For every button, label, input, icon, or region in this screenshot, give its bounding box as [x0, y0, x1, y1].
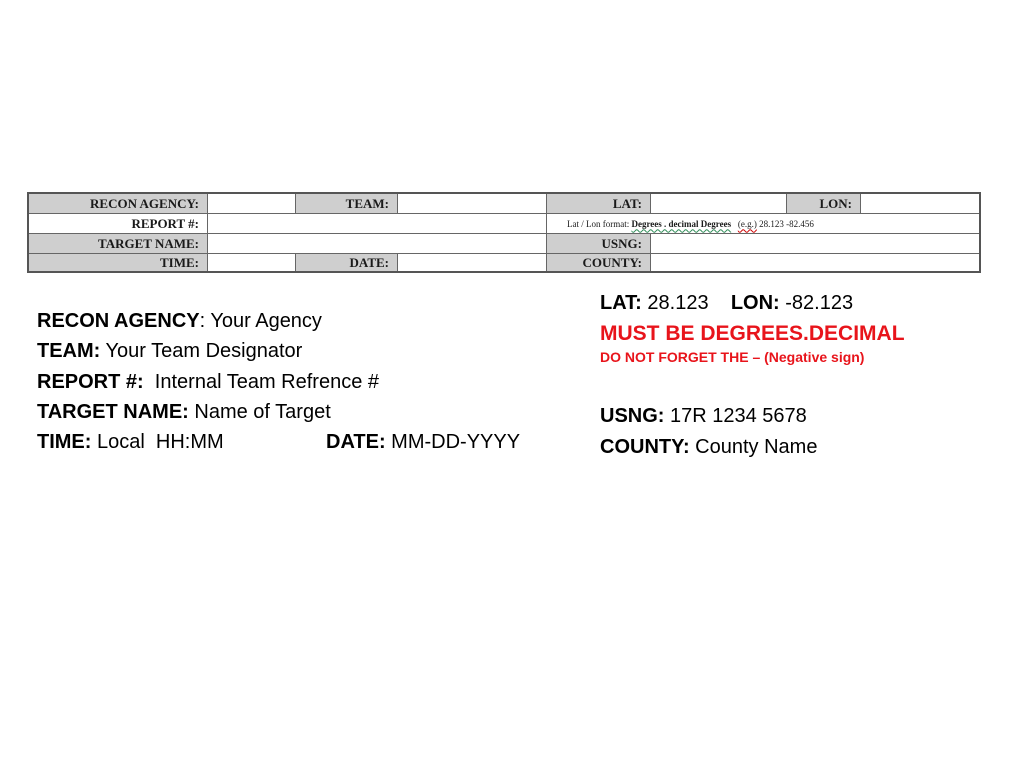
instr-recon-agency-label: RECON AGENCY: [37, 310, 200, 332]
target-name-field[interactable]: [208, 234, 547, 254]
instr-time-label: TIME:: [37, 431, 92, 453]
county-field[interactable]: [651, 254, 979, 271]
help-lon-value: -82.123: [779, 292, 854, 314]
instr-date-value: MM-DD-YYYY: [385, 431, 521, 453]
instr-target-value: Name of Target: [188, 401, 331, 423]
instr-time: [37, 430, 224, 454]
help-lat-value: 28.123: [641, 292, 709, 314]
help-latlon: [600, 291, 853, 315]
help-usng: [600, 404, 807, 428]
latlon-format-note: [547, 214, 979, 234]
time-label: TIME:: [29, 254, 208, 271]
help-lat-label: LAT:: [600, 292, 642, 314]
help-warning-degrees: MUST BE DEGREES.DECIMAL: [600, 322, 905, 345]
lat-field[interactable]: [651, 194, 787, 214]
help-county-value: County Name: [689, 436, 818, 458]
report-number-field[interactable]: [208, 214, 547, 234]
instr-time-value: Local HH:MM: [91, 431, 224, 453]
help-lon-label: LON:: [730, 292, 780, 314]
instr-date: [326, 430, 520, 454]
recon-agency-field[interactable]: [208, 194, 296, 214]
instr-recon-agency: [37, 309, 322, 333]
instr-target-name: [37, 400, 331, 424]
instr-team-value: Your Team Designator: [100, 340, 303, 362]
help-county-label: COUNTY:: [600, 436, 690, 458]
instr-report: [37, 370, 379, 394]
instr-recon-agency-value: : Your Agency: [199, 310, 322, 332]
recon-report-form: [27, 192, 981, 273]
date-label: DATE:: [296, 254, 398, 271]
recon-agency-label: RECON AGENCY:: [29, 194, 208, 214]
instr-target-label: TARGET NAME:: [37, 401, 189, 423]
report-number-label: REPORT #:: [29, 214, 208, 234]
county-label: COUNTY:: [547, 254, 651, 271]
instr-report-label: REPORT #:: [37, 371, 144, 393]
help-warning-negative: DO NOT FORGET THE – (Negative sign): [600, 349, 865, 365]
latlon-note-format: Degrees . decimal Degrees: [631, 218, 732, 229]
latlon-note-example: 28.123 -82.456: [759, 218, 814, 229]
usng-field[interactable]: [651, 234, 979, 254]
instr-team-label: TEAM:: [37, 340, 101, 362]
date-field[interactable]: [398, 254, 547, 271]
lon-field[interactable]: [861, 194, 979, 214]
team-label: TEAM:: [296, 194, 398, 214]
usng-label: USNG:: [547, 234, 651, 254]
help-usng-value: 17R 1234 5678: [664, 405, 807, 427]
instr-team: [37, 339, 302, 363]
target-name-label: TARGET NAME:: [29, 234, 208, 254]
lon-label: LON:: [787, 194, 861, 214]
time-field[interactable]: [208, 254, 296, 271]
lat-label: LAT:: [547, 194, 651, 214]
help-county: [600, 435, 817, 459]
latlon-note-eg: (e.g.): [737, 218, 757, 229]
instr-date-label: DATE:: [326, 431, 386, 453]
help-usng-label: USNG:: [600, 405, 665, 427]
instr-report-value: Internal Team Refrence #: [143, 371, 379, 393]
latlon-note-prefix: Lat / Lon format:: [567, 218, 630, 229]
team-field[interactable]: [398, 194, 547, 214]
